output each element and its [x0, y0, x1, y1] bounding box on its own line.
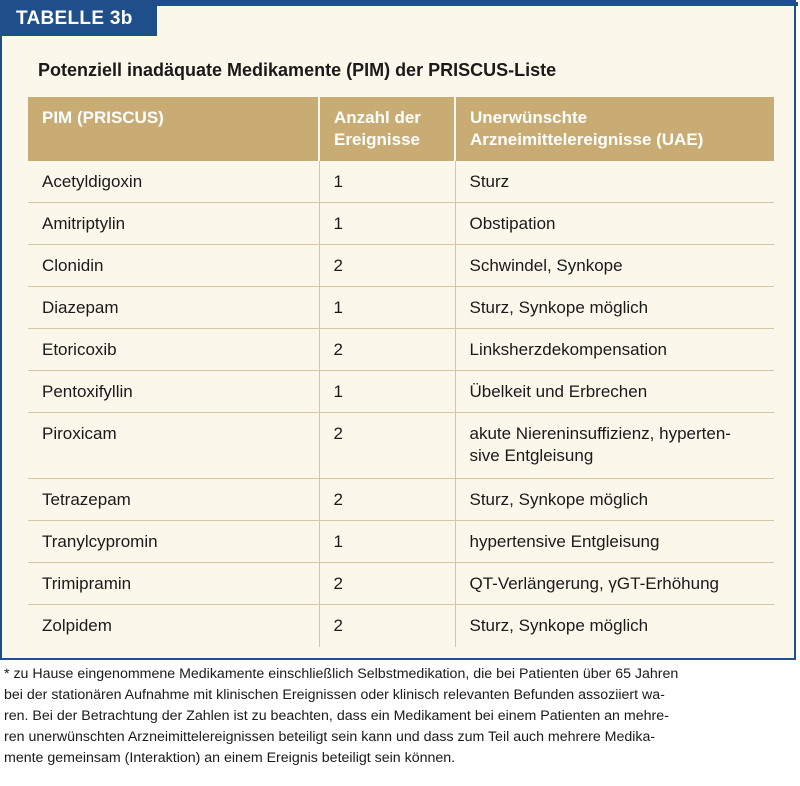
- cell-uae: Schwindel, Synkope: [455, 245, 774, 287]
- cell-uae: Sturz, Synkope möglich: [455, 479, 774, 521]
- cell-count: 1: [319, 287, 455, 329]
- table-title: Potenziell inadäquate Medikamente (PIM) der PRISCUS-Liste: [38, 60, 557, 80]
- cell-uae: hypertensive Entgleisung: [455, 521, 774, 563]
- cell-uae: Übelkeit und Erbrechen: [455, 371, 774, 413]
- cell-count: 1: [319, 371, 455, 413]
- header-uae-line2: Arzneimittelereignisse (UAE): [470, 130, 704, 149]
- header-rule: [157, 2, 798, 6]
- cell-count: 2: [319, 413, 455, 479]
- footnote: [4, 664, 796, 769]
- table-row: [28, 287, 774, 329]
- table-label: TABELLE 3b: [2, 2, 157, 36]
- header-uae: [455, 97, 774, 161]
- cell-count: 2: [319, 329, 455, 371]
- table-row: [28, 479, 774, 521]
- cell-uae: Linksherzdekompensation: [455, 329, 774, 371]
- cell-pim: Pentoxifyllin: [28, 371, 319, 413]
- table-row: [28, 329, 774, 371]
- cell-count: 1: [319, 161, 455, 203]
- cell-count: 1: [319, 521, 455, 563]
- cell-pim: Amitriptylin: [28, 203, 319, 245]
- header-pim: PIM (PRISCUS): [28, 97, 319, 161]
- footnote-line: ren unerwünschten Arzneimittelereignissen beteiligt sein kann und dass zum Teil auch mehrere Medika-: [4, 729, 656, 745]
- cell-pim: Clonidin: [28, 245, 319, 287]
- table-row: [28, 245, 774, 287]
- cell-count: 1: [319, 203, 455, 245]
- cell-uae-line2: sive Entgleisung: [469, 446, 594, 465]
- header-count-line1: Anzahl der: [334, 108, 421, 127]
- cell-count: 2: [319, 563, 455, 605]
- cell-uae: [455, 413, 774, 479]
- table-row: [28, 203, 774, 245]
- cell-pim: Tetrazepam: [28, 479, 319, 521]
- cell-uae: Obstipation: [455, 203, 774, 245]
- table-header-row: [28, 97, 774, 161]
- cell-pim: Etoricoxib: [28, 329, 319, 371]
- cell-pim: Acetyldigoxin: [28, 161, 319, 203]
- cell-count: 2: [319, 605, 455, 648]
- footnote-line: mente gemeinsam (Interaktion) an einem Ereignis beteiligt sein können.: [4, 750, 456, 766]
- pim-table: [28, 97, 774, 647]
- cell-pim: Tranylcypromin: [28, 521, 319, 563]
- cell-pim: Diazepam: [28, 287, 319, 329]
- table-row: [28, 605, 774, 648]
- cell-uae-line1: akute Niereninsuffizienz, hyperten-: [469, 424, 731, 443]
- cell-count: 2: [319, 245, 455, 287]
- header-uae-line1: Unerwünschte: [470, 108, 588, 127]
- footnote-line: ren. Bei der Betrachtung der Zahlen ist zu beachten, dass ein Medikament bei einem Patienten an mehre-: [4, 708, 669, 724]
- footnote-line: * zu Hause eingenommene Medikamente einschließlich Selbstmedikation, die bei Patienten über 65 Jahren: [4, 666, 679, 682]
- table-row: [28, 413, 774, 479]
- cell-uae: Sturz, Synkope möglich: [455, 287, 774, 329]
- cell-pim: Zolpidem: [28, 605, 319, 648]
- cell-uae: Sturz: [455, 161, 774, 203]
- cell-count: 2: [319, 479, 455, 521]
- cell-uae: QT-Verlängerung, γGT-Erhöhung: [455, 563, 774, 605]
- header-count-line2: Ereignisse: [334, 130, 420, 149]
- header-count: [319, 97, 455, 161]
- table-row: [28, 521, 774, 563]
- cell-pim: Piroxicam: [28, 413, 319, 479]
- table-row: [28, 371, 774, 413]
- table-row: [28, 161, 774, 203]
- footnote-line: bei der stationären Aufnahme mit klinischen Ereignissen oder klinisch relevanten Befunden assoziiert wa-: [4, 687, 665, 703]
- cell-uae: Sturz, Synkope möglich: [455, 605, 774, 648]
- table-row: [28, 563, 774, 605]
- cell-pim: Trimipramin: [28, 563, 319, 605]
